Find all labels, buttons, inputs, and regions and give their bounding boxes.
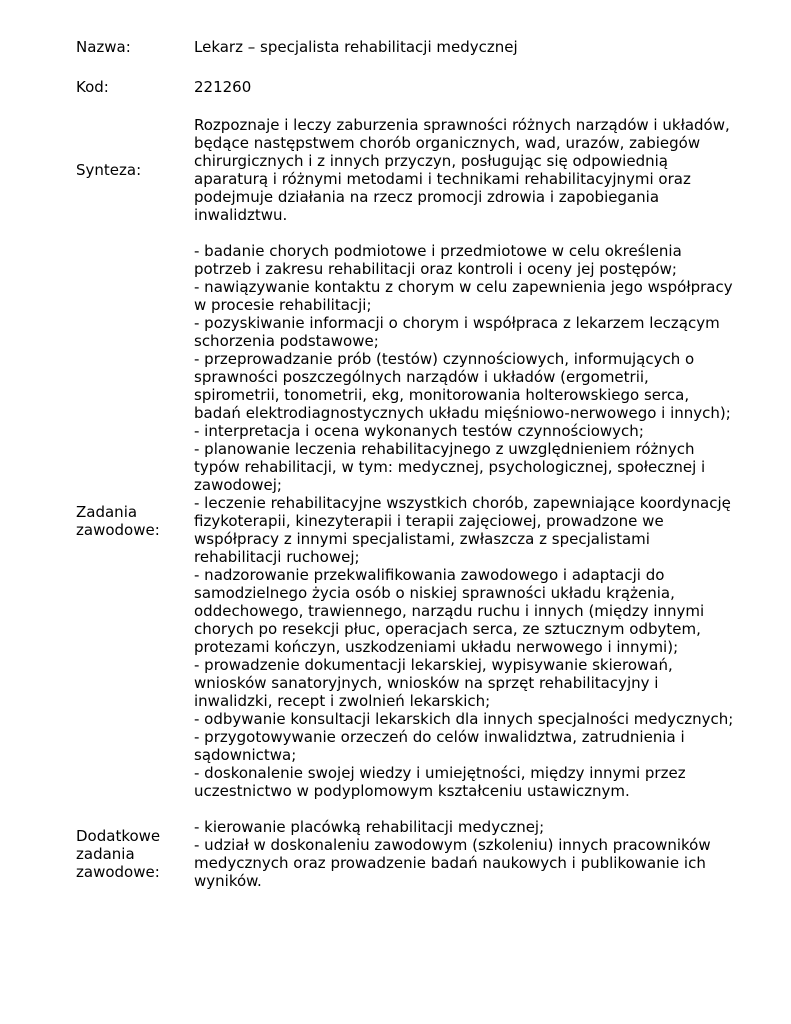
row-dodatkowe — [70, 818, 760, 890]
synteza-value: Rozpoznaje i leczy zaburzenia sprawności różnych narządów i układów, będące następstwem chorób organicznych, wad, urazów, zabiegów chirurgicznych i z innych przyczyn, posługując się odpowiednią aparaturą i różnymi metodami i technikami rehabilitacyjnymi oraz podejmuje działania na rzecz promocji zdrowia i zapobiegania inwalidztwu. — [194, 116, 730, 224]
dodatkowe-list — [194, 818, 760, 890]
additional-task-item: - kierowanie placówką rehabilitacji medycznej; — [194, 818, 545, 836]
row-kod — [70, 76, 760, 98]
row-synteza — [70, 116, 760, 224]
task-item: - przygotowywanie orzeczeń do celów inwalidztwa, zatrudnienia i sądownictwa; — [194, 728, 685, 764]
task-item: - leczenie rehabilitacyjne wszystkich chorób, zapewniające koordynację fizykoterapii, kinezyterapii i terapii zajęciowej, prowadzone we współpracy z innymi specjalistami, zwłaszcza z specjalistami rehabilitacji ruchowej; — [194, 494, 731, 566]
synteza-label: Synteza: — [76, 161, 142, 179]
nazwa-value: Lekarz – specjalista rehabilitacji medycznej — [194, 38, 518, 56]
task-item: - nawiązywanie kontaktu z chorym w celu zapewnienia jego współpracy w procesie rehabilitacji; — [194, 278, 733, 314]
row-zadania — [70, 242, 760, 800]
task-item: - odbywanie konsultacji lekarskich dla innych specjalności medycznych; — [194, 710, 734, 728]
task-item: - interpretacja i ocena wykonanych testów czynnościowych; — [194, 422, 644, 440]
task-item: - pozyskiwanie informacji o chorym i współpraca z lekarzem leczącym schorzenia podstawowe; — [194, 314, 720, 350]
row-nazwa — [70, 36, 760, 58]
task-item: - badanie chorych podmiotowe i przedmiotowe w celu określenia potrzeb i zakresu rehabilitacji oraz kontroli i oceny jej postępów; — [194, 242, 682, 278]
task-item: - planowanie leczenia rehabilitacyjnego z uwzględnieniem różnych typów rehabilitacji, w tym: medycznej, psychologicznej, społecznej i zawodowej; — [194, 440, 706, 494]
task-item: - doskonalenie swojej wiedzy i umiejętności, między innymi przez uczestnictwo w podyplomowym kształceniu ustawicznym. — [194, 764, 686, 800]
task-item: - przeprowadzanie prób (testów) czynnościowych, informujących o sprawności poszczególnych narządów i układów (ergometrii, spirometrii, tonometrii, ekg, monitorowania holterowskiego serca, badań elektrodiagnostycznych układu mięśniowo-nerwowego i innych); — [194, 350, 731, 422]
nazwa-label: Nazwa: — [76, 38, 131, 56]
additional-task-item: - udział w doskonaleniu zawodowym (szkoleniu) innych pracowników medycznych oraz prowadzenie badań naukowych i publikowanie ich wyników. — [194, 836, 711, 890]
kod-label: Kod: — [76, 78, 109, 96]
dodatkowe-label: Dodatkowe zadania zawodowe: — [76, 827, 161, 881]
kod-value: 221260 — [194, 78, 252, 96]
occupation-card — [70, 36, 760, 890]
task-item: - nadzorowanie przekwalifikowania zawodowego i adaptacji do samodzielnego życia osób o niskiej sprawności układu krążenia, oddechowego, trawiennego, narządu ruchu i innych (między innymi chorych po resekcji płuc, operacjach serca, ze sztucznym odbytem, protezami kończyn, uszkodzeniami układu nerwowego i innymi); — [194, 566, 705, 656]
task-item: - prowadzenie dokumentacji lekarskiej, wypisywanie skierowań, wniosków sanatoryjnych, wniosków na sprzęt rehabilitacyjny i inwalidzki, recept i zwolnień lekarskich; — [194, 656, 673, 710]
zadania-list — [194, 242, 760, 800]
zadania-label: Zadania zawodowe: — [76, 503, 160, 539]
